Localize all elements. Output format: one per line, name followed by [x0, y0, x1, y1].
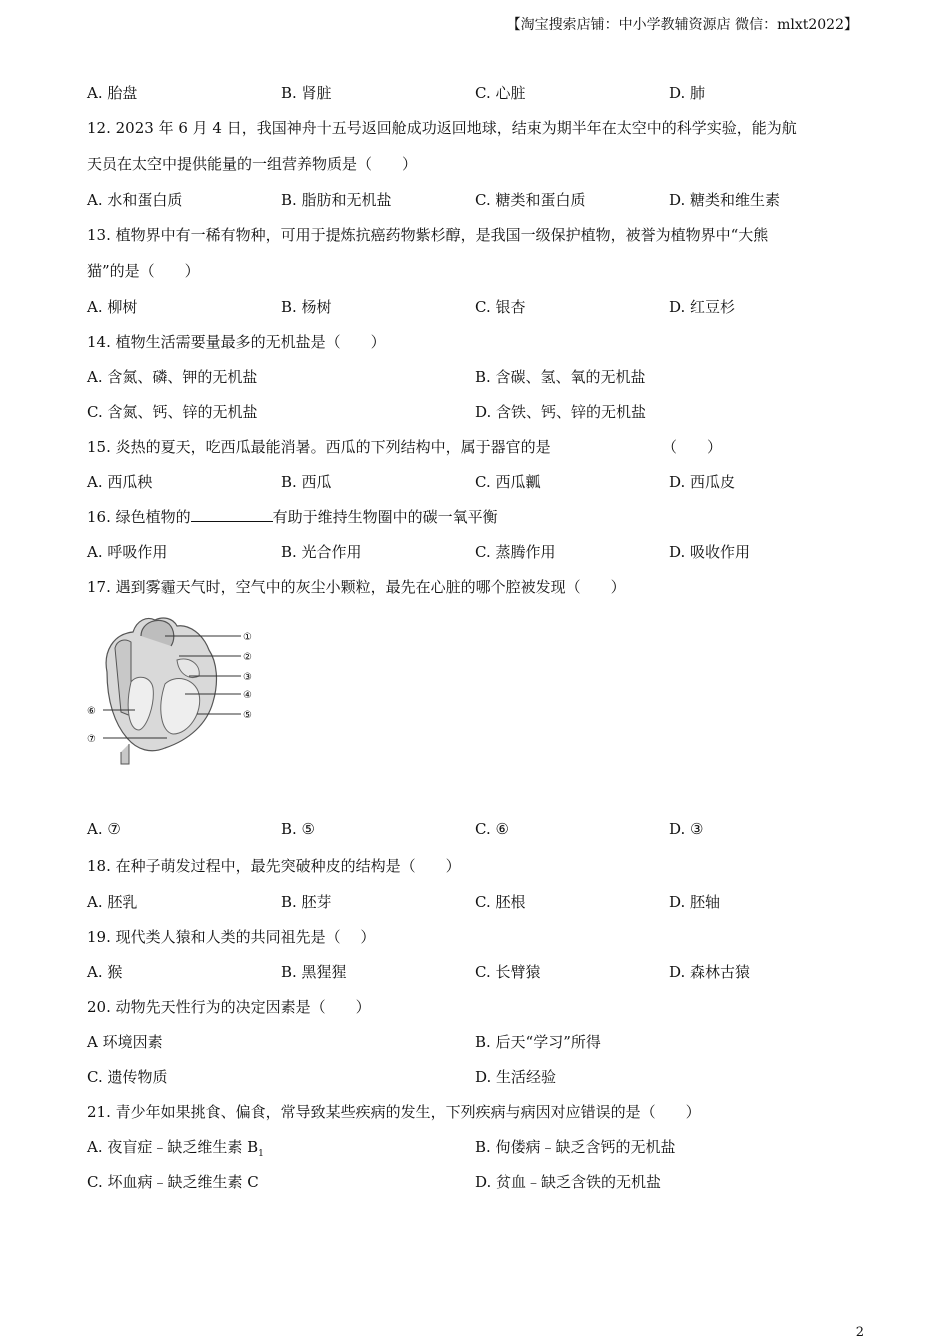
q17-option-c: C. ⑥ — [475, 820, 509, 838]
q18-option-a: A. 胚乳 — [87, 893, 138, 911]
q17-option-b: B. ⑤ — [281, 820, 316, 838]
q16-stem-post: 有助于维持生物圈中的碳一氧平衡 — [272, 508, 498, 526]
q18-option-b: B. 胚芽 — [281, 893, 332, 911]
inferior-vena-cava-shape — [121, 744, 129, 764]
q20-option-a: A 环境因素 — [87, 1033, 163, 1051]
q14-option-b: B. 含碳、氢、氧的无机盐 — [475, 368, 646, 386]
q16-option-d: D. 吸收作用 — [669, 543, 751, 561]
label-3: ③ — [243, 672, 252, 683]
q18-option-d: D. 胚轴 — [669, 893, 721, 911]
q13-stem-line1: 13. 植物界中有一稀有物种，可用于提炼抗癌药物紫杉醇，是我国一级保护植物，被誉为植物界中“大熊 — [87, 226, 769, 244]
page-header: 【淘宝搜索店铺：中小学教辅资源店 微信：mlxt2022】 — [506, 17, 858, 33]
q11-option-b: B. 肾脏 — [281, 84, 332, 102]
q15-option-b: B. 西瓜 — [281, 473, 332, 491]
q12-stem-line2: 天员在太空中提供能量的一组营养物质是（ ） — [87, 155, 418, 173]
q21-option-c: C. 坏血病﹣缺乏维生素 C — [87, 1173, 259, 1191]
q15-answer-paren: （ ） — [662, 438, 723, 456]
label-1: ① — [243, 632, 252, 643]
q21-option-b: B. 佝偻病﹣缺乏含钙的无机盐 — [475, 1138, 676, 1156]
q17-option-d: D. ③ — [669, 820, 704, 838]
q17-stem: 17. 遇到雾霾天气时，空气中的灰尘小颗粒，最先在心脏的哪个腔被发现（ ） — [87, 578, 626, 596]
q20-stem: 20. 动物先天性行为的决定因素是（ ） — [87, 998, 371, 1016]
q21-option-a-subscript: 1 — [258, 1149, 264, 1159]
q13-option-b: B. 杨树 — [281, 298, 332, 316]
q14-option-a: A. 含氮、磷、钾的无机盐 — [87, 368, 258, 386]
q17-option-a: A. ⑦ — [87, 820, 121, 838]
q15-stem: 15. 炎热的夏天，吃西瓜最能消暑。西瓜的下列结构中，属于器官的是 — [87, 438, 551, 456]
q20-option-d: D. 生活经验 — [475, 1068, 557, 1086]
label-4: ④ — [243, 690, 252, 701]
q16-stem — [87, 506, 498, 527]
q13-stem-line2: 猫”的是（ ） — [87, 262, 200, 280]
q16-option-c: C. 蒸腾作用 — [475, 543, 556, 561]
q12-stem-line1: 12. 2023 年 6 月 4 日，我国神舟十五号返回舱成功返回地球，结束为期半年在太空中的科学实验，能为航 — [87, 119, 797, 137]
q19-option-c: C. 长臂猿 — [475, 963, 541, 981]
q12-option-a: A. 水和蛋白质 — [87, 191, 183, 209]
q14-option-d: D. 含铁、钙、锌的无机盐 — [475, 403, 647, 421]
q20-option-b: B. 后天“学习”所得 — [475, 1033, 601, 1051]
heart-diagram — [85, 612, 265, 768]
q15-option-d: D. 西瓜皮 — [669, 473, 736, 491]
q14-stem: 14. 植物生活需要量最多的无机盐是（ ） — [87, 333, 386, 351]
q19-option-a: A. 猴 — [87, 963, 123, 981]
q20-option-c: C. 遗传物质 — [87, 1068, 168, 1086]
q12-option-b: B. 脂肪和无机盐 — [281, 191, 392, 209]
label-5: ⑤ — [243, 710, 252, 721]
q16-blank — [191, 507, 273, 522]
q16-stem-pre: 16. 绿色植物的 — [87, 508, 191, 526]
q13-option-a: A. 柳树 — [87, 298, 138, 316]
q21-option-a-text: A. 夜盲症﹣缺乏维生素 B — [87, 1138, 259, 1156]
q13-option-d: D. 红豆杉 — [669, 298, 736, 316]
q15-option-a: A. 西瓜秧 — [87, 473, 153, 491]
q18-option-c: C. 胚根 — [475, 893, 526, 911]
page-number: 2 — [855, 1325, 864, 1340]
q19-option-b: B. 黑猩猩 — [281, 963, 347, 981]
q19-stem: 19. 现代类人猿和人类的共同祖先是（ ） — [87, 928, 376, 946]
q15-option-c: C. 西瓜瓤 — [475, 473, 541, 491]
q11-option-d: D. 肺 — [669, 84, 706, 102]
q19-option-d: D. 森林古猿 — [669, 963, 751, 981]
q12-option-d: D. 糖类和维生素 — [669, 191, 781, 209]
q16-option-b: B. 光合作用 — [281, 543, 362, 561]
q18-stem: 18. 在种子萌发过程中，最先突破种皮的结构是（ ） — [87, 857, 461, 875]
q11-option-c: C. 心脏 — [475, 84, 526, 102]
q12-option-c: C. 糖类和蛋白质 — [475, 191, 586, 209]
q21-option-a — [87, 1136, 264, 1159]
q11-option-a: A. 胎盘 — [87, 84, 138, 102]
q13-option-c: C. 银杏 — [475, 298, 526, 316]
q14-option-c: C. 含氮、钙、锌的无机盐 — [87, 403, 258, 421]
label-2: ② — [243, 652, 252, 663]
q21-option-d: D. 贫血﹣缺乏含铁的无机盐 — [475, 1173, 662, 1191]
label-6: ⑥ — [87, 706, 96, 717]
q21-stem: 21. 青少年如果挑食、偏食，常导致某些疾病的发生，下列疾病与病因对应错误的是（ ） — [87, 1103, 701, 1121]
label-7: ⑦ — [87, 734, 96, 745]
q16-option-a: A. 呼吸作用 — [87, 543, 168, 561]
